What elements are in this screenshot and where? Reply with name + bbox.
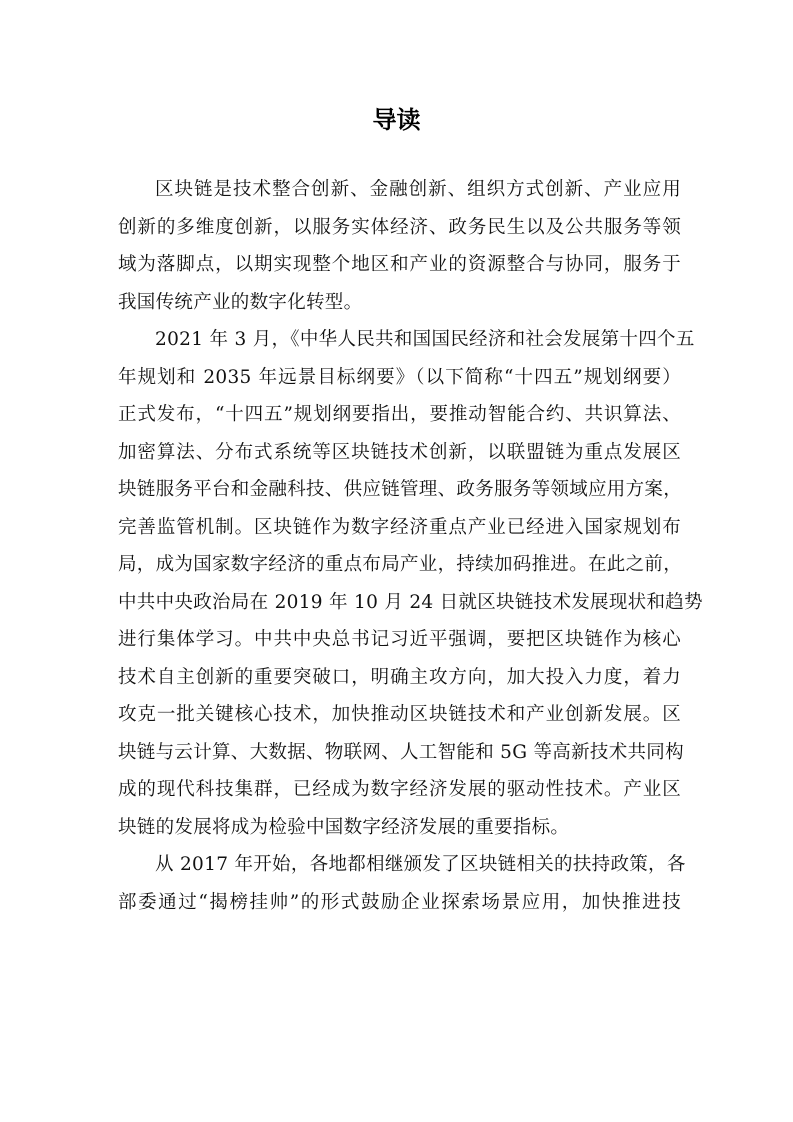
text-line: 块链服务平台和金融科技、供应链管理、政务服务等领域应用方案， <box>118 479 683 500</box>
paragraph-3 <box>118 846 686 921</box>
text-line: 我国传统产业的数字化转型。 <box>118 291 363 313</box>
text-line: 完善监管机制。区块链作为数字经济重点产业已经进入国家规划布 <box>118 516 681 538</box>
text-line: 成的现代科技集群，已经成为数字经济发展的驱动性技术。产业区 <box>118 779 681 800</box>
text-line: 中共中央政治局在 2019 年 10 月 24 日就区块链技术发展现状和趋势 <box>118 591 703 613</box>
text-line: 创新的多维度创新，以服务实体经济、政务民生以及公共服务等领 <box>118 216 681 238</box>
text-line: 2021 年 3 月，《中华人民共和国国民经济和社会发展第十四个五 <box>155 329 695 350</box>
text-line: 部委通过“揭榜挂帅”的形式鼓励企业探索场景应用，加快推进技 <box>118 891 681 913</box>
paragraph-1 <box>118 171 681 321</box>
text-line: 域为落脚点，以期实现整个地区和产业的资源整合与协同，服务于 <box>118 254 681 275</box>
text-line: 进行集体学习。中共中央总书记习近平强调，要把区块链作为核心 <box>118 629 681 650</box>
text-line: 块链与云计算、大数据、物联网、人工智能和 5G 等高新技术共同构 <box>118 741 684 763</box>
text-line: 块链的发展将成为检验中国数字经济发展的重要指标。 <box>118 816 570 838</box>
text-line: 区块链是技术整合创新、金融创新、组织方式创新、产业应用 <box>155 179 681 200</box>
text-line: 加密算法、分布式系统等区块链技术创新，以联盟链为重点发展区 <box>118 441 681 463</box>
document-body <box>118 171 703 921</box>
text-line: 年规划和 2035 年远景目标纲要》（以下简称“十四五”规划纲要） <box>118 366 681 388</box>
text-line: 技术自主创新的重要突破口，明确主攻方向，加大投入力度，着力 <box>118 666 681 688</box>
page-title: 导读 <box>372 106 421 134</box>
text-line: 攻克一批关键核心技术，加快推动区块链技术和产业创新发展。区 <box>118 704 681 725</box>
paragraph-2 <box>118 321 703 846</box>
text-line: 正式发布，“十四五”规划纲要指出，要推动智能合约、共识算法、 <box>118 404 681 425</box>
text-line: 局，成为国家数字经济的重点布局产业，持续加码推进。在此之前， <box>118 554 683 575</box>
text-line: 从 2017 年开始，各地都相继颁发了区块链相关的扶持政策，各 <box>155 854 686 875</box>
